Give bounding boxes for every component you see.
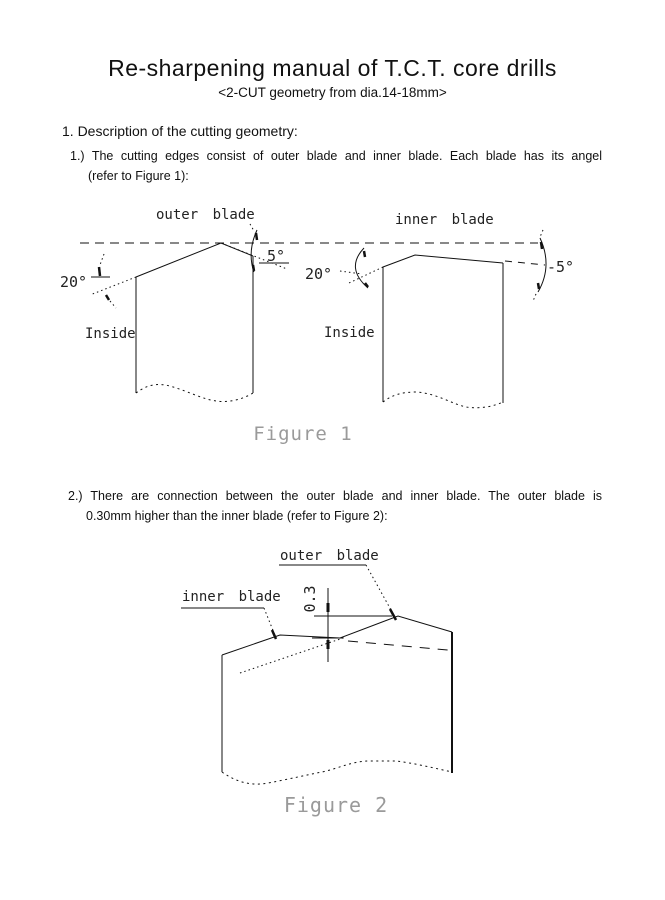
- figure2-height-dimension: [312, 588, 392, 662]
- section-heading: 1. Description of the cutting geometry:: [62, 123, 298, 139]
- figure1-inner-point-angle-dimension: [505, 230, 546, 301]
- figure1-outer-inside-label: Inside: [85, 326, 136, 342]
- figure1-outer-left-angle-label: 20°: [60, 273, 88, 291]
- figure2-inner-blade-label: inner blade: [182, 589, 281, 605]
- figure1-inner-left-angle-label: 20°: [305, 265, 333, 283]
- figure1-inner-blade-label: inner blade: [395, 212, 494, 228]
- figure1-inner-angle-dimension: [340, 248, 383, 288]
- figure1-outer-blade-label: outer blade: [156, 207, 255, 223]
- list-item-2-marker: 2.): [68, 489, 83, 503]
- figure1-outer-right-angle-label: 5°: [267, 247, 286, 265]
- list-item-1-text: The cutting edges consist of outer blade and inner blade. Each blade has its angel: [91, 149, 602, 163]
- figure1-inner-inside-label: Inside: [324, 325, 375, 341]
- figure1-outer-blade-outline: [136, 243, 253, 402]
- figure2-outer-blade-leader: [279, 565, 396, 620]
- figure2-caption: Figure 2: [283, 793, 389, 817]
- figure1-inner-right-angle-label: -5°: [547, 258, 575, 276]
- page-subtitle: <2-CUT geometry from dia.14-18mm>: [218, 85, 447, 100]
- figure1-caption: Figure 1: [253, 423, 353, 445]
- figure2-blade-outline: [222, 616, 452, 784]
- list-item-1-marker: 1.): [70, 149, 85, 163]
- figure2-inner-blade-leader: [181, 608, 276, 639]
- list-item-2-text: There are connection between the outer blade and inner blade. The outer blade is: [90, 489, 603, 503]
- page-title: Re-sharpening manual of T.C.T. core drills: [108, 55, 557, 81]
- figure2-outer-blade-label: outer blade: [280, 548, 379, 564]
- list-item-2-line-2: 0.30mm higher than the inner blade (refer to Figure 2):: [86, 509, 388, 523]
- figure1-inner-blade-outline: [383, 255, 503, 408]
- figure-1: [60, 207, 574, 445]
- figure1-outer-angle-dimension: [90, 254, 136, 308]
- list-item-1-line-2: (refer to Figure 1):: [88, 169, 189, 183]
- figure-2: [181, 548, 452, 817]
- figure2-height-dimension-label: 0.3: [301, 585, 319, 613]
